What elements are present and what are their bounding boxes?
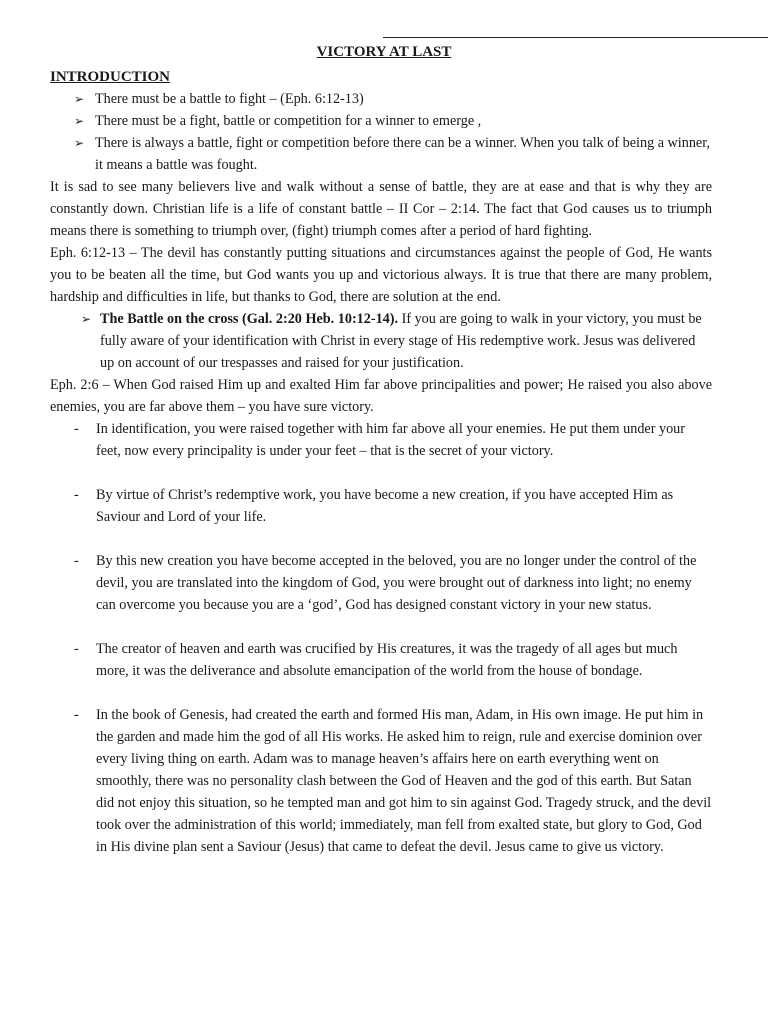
paragraph: Eph. 2:6 – When God raised Him up and exalted Him far above principalities and power; He raised you also above enemies, you are far above them – you have sure victory. <box>50 377 712 415</box>
arrow-bullet-icon: ➢ <box>81 312 92 326</box>
arrow-bullet-icon: ➢ <box>74 136 85 150</box>
dash-item-text: The creator of heaven and earth was crucified by His creatures, it was the tragedy of all ages but much more, it was the deliverance and absolute emancipation of the world from the house of bondage. <box>96 641 678 679</box>
dash-bullet: - <box>74 707 79 723</box>
page-title: VICTORY AT LAST <box>316 44 452 60</box>
dash-bullet: - <box>74 487 79 503</box>
cross-bullet <box>50 308 712 374</box>
dash-bullet: - <box>74 641 79 657</box>
dash-bullet: - <box>74 421 79 437</box>
intro-bullet-text: There is always a battle, fight or competition before there can be a winner. When you talk of being a winner, it means a battle was fought. <box>95 135 710 173</box>
dash-item-text: By this new creation you have become accepted in the beloved, you are no longer under the control of the devil, you are translated into the kingdom of God, you were brought out of darkness into light; no enemy can overcome you because you are a ‘god’, God has designed constant victory in your new status. <box>96 553 697 613</box>
intro-bullet <box>50 110 712 132</box>
paragraph: Eph. 6:12-13 – The devil has constantly putting situations and circumstances against the people of God, He wants you to be beaten all the time, but God wants you up and victorious always. It is true that there are many problem, hardship and difficulties in life, but thanks to God, there are solution at the end. <box>50 245 712 305</box>
header-rule <box>383 37 768 38</box>
dash-item <box>50 704 712 858</box>
intro-bullet-text: There must be a fight, battle or competition for a winner to emerge , <box>95 113 482 129</box>
document-body <box>50 66 712 858</box>
dash-item <box>50 638 712 682</box>
arrow-bullet-icon: ➢ <box>74 92 85 106</box>
intro-bullet <box>50 88 712 110</box>
dash-item <box>50 550 712 616</box>
arrow-bullet-icon: ➢ <box>74 114 85 128</box>
dash-item <box>50 484 712 528</box>
dash-item-text: In identification, you were raised together with him far above all your enemies. He put them under your feet, now every principality is under your feet – that is the secret of your victory. <box>96 421 685 459</box>
paragraph: It is sad to see many believers live and walk without a sense of battle, they are at ease and that is why they are constantly down. Christian life is a life of constant battle – II Cor – 2:14. The fact that God causes us to triumph means there is something to triumph over, (fight) triumph comes after a period of hard fighting. <box>50 179 712 239</box>
dash-item-text: In the book of Genesis, had created the earth and formed His man, Adam, in His own image. He put him in the garden and made him the god of all His works. He asked him to reign, rule and exercise dominion over every living thing on earth. Adam was to manage heaven’s affairs here on earth everything went on smoothly, there was no personality clash between the God of Heaven and the god of this earth. But Satan did not enjoy this situation, so he tempted man and got him to sin against God. Tragedy struck, and the devil took over the administration of this world; immediately, man fell from exalted state, but glory to God, God in His divine plan sent a Saviour (Jesus) that came to defeat the devil. Jesus came to give us victory. <box>96 707 712 855</box>
dash-item <box>50 418 712 462</box>
intro-bullet <box>50 132 712 176</box>
cross-bullet-heading: The Battle on the cross (Gal. 2:20 Heb. 10:12-14). <box>100 311 399 327</box>
dash-item-text: By virtue of Christ’s redemptive work, you have become a new creation, if you have accepted Him as Saviour and Lord of your life. <box>96 487 674 525</box>
intro-heading: INTRODUCTION <box>50 69 171 85</box>
intro-bullet-text: There must be a battle to fight – (Eph. 6:12-13) <box>95 91 364 107</box>
cross-bullet-text: If you are going to walk in your victory, you must be fully aware of your identification with Christ in every stage of His redemptive work. Jesus was delivered up on account of our trespasses and raised for your justification. <box>100 311 702 371</box>
dash-bullet: - <box>74 553 79 569</box>
